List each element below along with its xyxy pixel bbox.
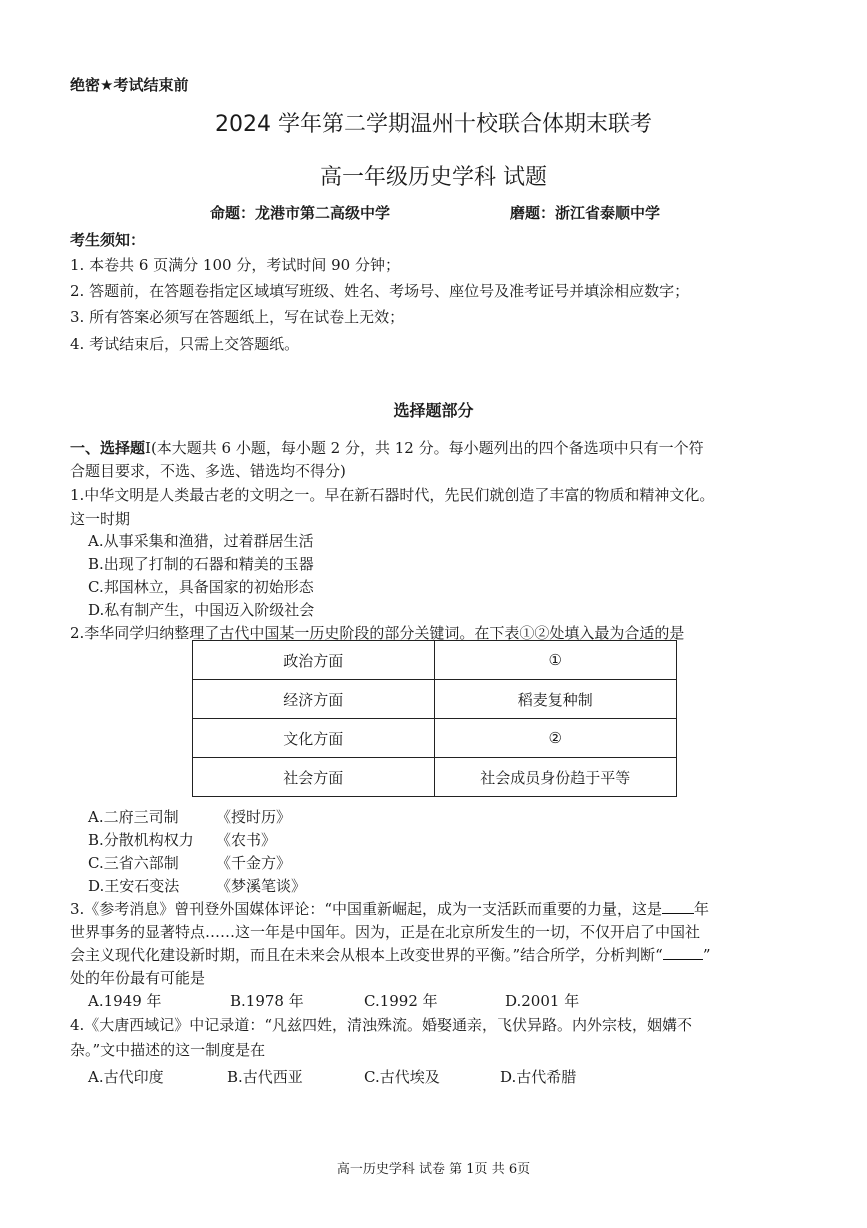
q1-option-d: D.私有制产生，中国迈入阶级社会 [88, 601, 315, 619]
q1-option-b: B.出现了打制的石器和精美的玉器 [88, 555, 314, 573]
q2-option-c [88, 852, 292, 873]
table-cell: 稻麦复种制 [434, 680, 677, 719]
page-footer: 高一历史学科 试卷 第 1页 共 6页 [336, 1162, 531, 1177]
q2-option-c-right: 《千金方》 [216, 854, 292, 872]
table-cell: 经济方面 [193, 680, 435, 719]
exam-title: 2024 学年第二学期温州十校联合体期末联考 [215, 112, 652, 137]
q3-option-b: B.1978 年 [230, 992, 304, 1010]
q3-option-d: D.2001 年 [505, 992, 580, 1010]
notice-item: 2. 答题前，在答题卷指定区域填写班级、姓名、考场号、座位号及准考证号并填涂相应数字； [70, 282, 690, 300]
table-cell: ① [434, 641, 677, 680]
answer-blank [663, 945, 703, 960]
section-intro [70, 437, 704, 458]
confidential-mark: 绝密★考试结束前 [70, 76, 189, 94]
q3-line4: 处的年份最有可能是 [70, 969, 206, 987]
table-row [193, 719, 677, 758]
q2-option-b [88, 829, 277, 850]
q4-option-a: A.古代印度 [88, 1068, 164, 1086]
q4-option-b: B.古代西亚 [227, 1068, 303, 1086]
q2-stem: 2.李华同学归纳整理了古代中国某一历史阶段的部分关键词。在下表①②处填入最为合适的是 [70, 624, 685, 642]
notice-heading: 考生须知： [70, 231, 146, 249]
q3-option-c: C.1992 年 [364, 992, 438, 1010]
q1-option-c: C.邦国林立，具备国家的初始形态 [88, 578, 314, 596]
q2-option-d-right: 《梦溪笔谈》 [216, 877, 307, 895]
q3-line3-text: 会主义现代化建设新时期，而且在未来会从根本上改变世界的平衡。”结合所学，分析判断“ [70, 946, 663, 964]
table-cell: 社会方面 [193, 758, 435, 797]
notice-item: 1. 本卷共 6 页满分 100 分，考试时间 90 分钟； [70, 256, 400, 274]
q3-line1-text: 3.《参考消息》曾刊登外国媒体评论：“中国重新崛起，成为一支活跃而重要的力量，这是 [70, 900, 662, 918]
q1-option-a: A.从事采集和渔猎，过着群居生活 [88, 532, 314, 550]
author-label: 命题： [210, 204, 256, 222]
q2-option-a-right: 《授时历》 [216, 808, 292, 826]
part-label: 一、选择题 [70, 439, 146, 457]
q3-line3-tail: ” [702, 946, 711, 964]
q4-option-d: D.古代希腊 [500, 1068, 577, 1086]
q1-stem-line2: 这一时期 [70, 510, 131, 528]
q1-stem-line1: 1.中华文明是人类最古老的文明之一。早在新石器时代，先民们就创造了丰富的物质和精神文化。 [70, 486, 715, 504]
q2-option-b-left: B.分散机构权力 [88, 831, 194, 849]
notice-item: 3. 所有答案必须写在答题纸上，写在试卷上无效； [70, 308, 405, 326]
reviewer-label: 磨题： [510, 204, 556, 222]
table-cell: 社会成员身份趋于平等 [434, 758, 677, 797]
q3-option-a: A.1949 年 [88, 992, 162, 1010]
q2-option-a-left: A.二府三司制 [88, 808, 179, 826]
part-intro-line2: 合题目要求，不选、多选、错选均不得分) [70, 462, 346, 480]
q2-option-c-left: C.三省六部制 [88, 854, 179, 872]
table-row [193, 758, 677, 797]
table-cell: ② [434, 719, 677, 758]
q4-line2: 杂。”文中描述的这一制度是在 [70, 1041, 266, 1059]
q3-line3 [70, 944, 711, 965]
part-intro-line1: Ⅰ(本大题共 6 小题，每小题 2 分，共 12 分。每小题列出的四个备选项中只有一个符 [145, 439, 704, 457]
q2-option-d [88, 875, 307, 896]
q2-option-b-right: 《农书》 [216, 831, 277, 849]
exam-subtitle: 高一年级历史学科 试题 [320, 165, 547, 190]
q3-line1 [70, 898, 709, 919]
table-row [193, 641, 677, 680]
q2-option-a [88, 806, 292, 827]
q4-line1: 4.《大唐西域记》中记录道：“凡兹四姓，清浊殊流。婚娶通亲，飞伏异路。内外宗枝，姻媾不 [70, 1016, 692, 1034]
notice-item: 4. 考试结束后，只需上交答题纸。 [70, 335, 300, 353]
q2-option-d-left: D.王安石变法 [88, 877, 180, 895]
q3-line2: 世界事务的显著特点……这一年是中国年。因为，正是在北京所发生的一切，不仅开启了中国社 [70, 923, 701, 941]
answer-blank [662, 899, 694, 914]
reviewer-line [510, 202, 660, 223]
keyword-table [192, 640, 677, 797]
q4-option-c: C.古代埃及 [364, 1068, 440, 1086]
section-title: 选择题部分 [393, 401, 474, 420]
q3-line1-tail: 年 [693, 900, 709, 918]
table-row [193, 680, 677, 719]
author-line [210, 202, 390, 223]
author-school: 龙港市第二高级中学 [255, 204, 391, 222]
table-cell: 政治方面 [193, 641, 435, 680]
reviewer-school: 浙江省泰顺中学 [555, 204, 661, 222]
table-cell: 文化方面 [193, 719, 435, 758]
